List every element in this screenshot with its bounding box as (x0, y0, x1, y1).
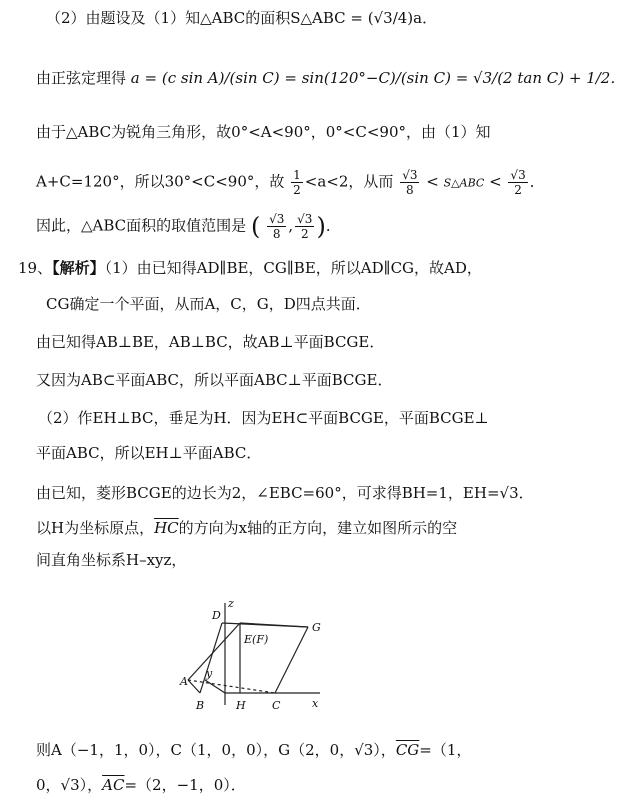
vector-hc: $\overline{HC}$ (154, 519, 179, 537)
line-10: （2）作EH⊥BC，垂足为H．因为EH⊂平面BCGE，平面BCGE⊥ (38, 409, 489, 427)
vector-cg: $\overline{CG}$ (395, 741, 420, 759)
text: <a<2，从而 (304, 172, 394, 191)
label-c: C (272, 699, 281, 712)
paren-right: ) (316, 212, 326, 241)
edge-eg (240, 623, 308, 627)
coordinate-figure (180, 595, 350, 720)
line-5: 因此，△ABC面积的取值范围是 ( $\frac{√3}{8}$ , $\frac{√3}{2}$ )． (36, 212, 341, 241)
fraction-denominator: 2 (300, 227, 309, 241)
fraction-numerator: 1 (293, 168, 301, 182)
text: 的方向为x轴的正方向，建立如图所示的空 (178, 519, 458, 537)
paren-left: ( (250, 212, 261, 241)
problem-number: 19、 (18, 259, 53, 277)
text: =（2，−1，0）． (124, 776, 246, 794)
line-6 (18, 258, 482, 278)
line-11: 平面ABC，所以EH⊥平面ABC． (36, 444, 262, 462)
text: ． (529, 172, 545, 191)
label-e: E(F) (244, 633, 269, 646)
label-d: D (212, 609, 221, 622)
fraction-numerator: √3 (297, 212, 313, 226)
formula: a = (c sin A)/(sin C) = sin(120°−C)/(sin C) = √3/(2 tan C) + 1/2． (130, 69, 625, 87)
edge-ae (188, 623, 240, 680)
text: 以H为坐标原点， (36, 519, 155, 537)
label-x: x (312, 697, 319, 710)
text-prefix: 由正弦定理得 (36, 69, 127, 87)
text: 0，√3）， (36, 776, 103, 794)
label-y: y (206, 667, 213, 680)
line-15 (36, 740, 471, 760)
line-3: 由于△ABC为锐角三角形，故0°<A<90°，0°<C<90°，由（1）知 (36, 123, 491, 141)
line-8: 由已知得AB⊥BE，AB⊥BC，故AB⊥平面BCGE． (36, 333, 385, 351)
inequality: < (489, 172, 502, 191)
fraction-numerator: √3 (402, 168, 418, 182)
fraction-denominator: 8 (272, 227, 281, 241)
label-h: H (236, 699, 246, 712)
text: ． (325, 216, 341, 235)
line-14: 间直角坐标系H–xyz， (36, 551, 187, 569)
text: （1）由已知得AD∥BE，CG∥BE，所以AD∥CG，故AD， (104, 259, 482, 277)
label-z: z (228, 597, 234, 610)
line-16 (36, 775, 246, 795)
edge-gc (275, 627, 308, 693)
line-1: （2）由题设及（1）知△ABC的面积S△ABC = (√3/4)a． (46, 9, 438, 27)
fraction-denominator: 2 (514, 183, 522, 197)
line-13 (36, 518, 457, 538)
vector-ac: $\overline{AC}$ (102, 776, 125, 794)
label-g: G (312, 621, 321, 634)
fraction-r3-8 (267, 212, 286, 241)
text: 因此，△ABC面积的取值范围是 (36, 216, 247, 235)
fraction-numerator: √3 (510, 168, 526, 182)
line-12: 由已知，菱形BCGE的边长为2，∠EBC=60°，可求得BH=1，EH=√3． (36, 484, 534, 502)
fraction-half (291, 168, 303, 197)
inequality: < (426, 172, 439, 191)
fraction-r3-8 (400, 168, 419, 197)
text: A+C=120°，所以30°<C<90°，故 (36, 172, 285, 191)
analysis-tag: 【解析】 (52, 259, 105, 277)
y-axis (205, 680, 225, 693)
fraction-numerator: √3 (269, 212, 285, 226)
area-symbol: S△ABC (443, 176, 485, 190)
fraction-denominator: 8 (406, 183, 414, 197)
line-2 (36, 68, 625, 88)
line-7: CG确定一个平面，从而A，C，G，D四点共面． (46, 295, 371, 313)
line-9: 又因为AB⊂平面ABC，所以平面ABC⊥平面BCGE． (36, 371, 393, 389)
edge-bd (200, 623, 222, 693)
fraction-r3-2 (508, 168, 527, 197)
label-b: B (196, 699, 205, 712)
fraction-r3-2 (295, 212, 314, 241)
label-a: A (180, 675, 188, 688)
edge-ba (188, 680, 200, 693)
line-4 (36, 168, 545, 197)
text: 则A（−1，1，0），C（1，0，0），G（2，0，√3）， (36, 741, 396, 759)
fraction-denominator: 2 (293, 183, 301, 197)
text: =（1， (419, 741, 472, 759)
